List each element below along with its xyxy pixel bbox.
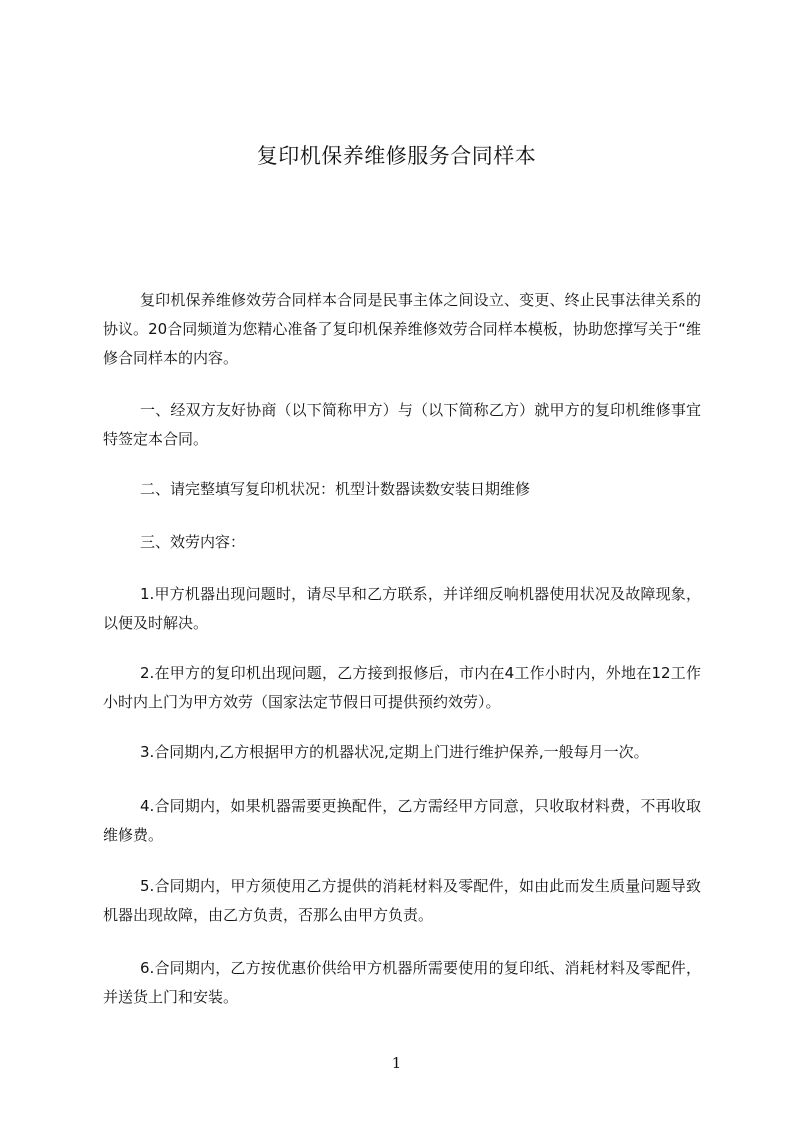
clause-one: 一、经双方友好协商（以下简称甲方）与（以下简称乙方）就甲方的复印机维修事宜特签定本合同。 — [103, 401, 701, 448]
page-number: 1 — [391, 1054, 402, 1072]
service-item-4: 4.合同期内，如果机器需要更换配件，乙方需经甲方同意，只收取材料费，不再收取维修费。 — [103, 797, 701, 844]
service-item-1: 1.甲方机器出现问题时，请尽早和乙方联系，并详细反响机器使用状况及故障现象，以便及时解决。 — [103, 585, 701, 632]
clause-two: 二、请完整填写复印机状况：机型计数器读数安装日期维修 — [140, 480, 531, 498]
clause-three-heading: 三、效劳内容： — [140, 533, 246, 551]
intro-paragraph: 复印机保养维修效劳合同样本合同是民事主体之间设立、变更、终止民事法律关系的协议。20合同频道为您精心准备了复印机保养维修效劳合同样本模板，协助您撑写关于“维修合同样本的内容。 — [103, 291, 701, 367]
service-item-2: 2.在甲方的复印机出现问题，乙方接到报修后，市内在4工作小时内，外地在12工作小时内上门为甲方效劳（国家法定节假日可提供预约效劳）。 — [103, 664, 701, 711]
document-title: 复印机保养维修服务合同样本 — [256, 144, 537, 168]
service-item-6: 6.合同期内，乙方按优惠价供给甲方机器所需要使用的复印纸、消耗材料及零配件，并送货上门和安装。 — [103, 959, 701, 1006]
service-item-5: 5.合同期内，甲方须使用乙方提供的消耗材料及零配件，如由此而发生质量问题导致机器出现故障，由乙方负责，否那么由甲方负责。 — [103, 877, 701, 924]
service-item-3: 3.合同期内,乙方根据甲方的机器状况,定期上门进行维护保养,一般每月一次。 — [140, 743, 649, 761]
